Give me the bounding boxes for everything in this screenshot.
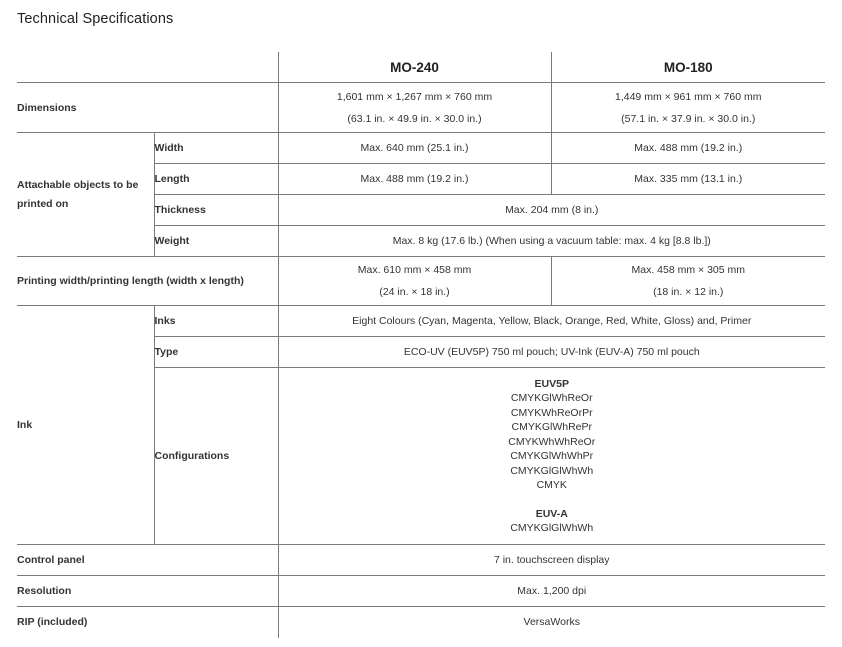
printing-mo180-imperial: (18 in. × 12 in.) [653,286,724,298]
config-item: CMYKWhWhReOr [508,435,596,448]
dimensions-row [17,83,825,133]
printing-mo180 [551,257,825,306]
config-group-euva-title: EUV-A [535,507,568,520]
config-item: CMYKWhReOrPr [510,406,593,419]
control-panel-label: Control panel [17,545,278,576]
inks-value: Eight Colours (Cyan, Magenta, Yellow, Black, Orange, Red, White, Gloss) and, Primer [278,306,825,337]
configurations-list [279,377,826,536]
resolution-label: Resolution [17,576,278,607]
type-value: ECO-UV (EUV5P) 750 ml pouch; UV-Ink (EUV-A) 750 ml pouch [278,337,825,368]
control-panel-row [17,545,825,576]
thickness-value: Max. 204 mm (8 in.) [278,195,825,226]
length-label: Length [154,164,278,195]
dimensions-mo240-metric: 1,601 mm × 1,267 mm × 760 mm [336,90,493,103]
printing-label: Printing width/printing length (width x length) [17,257,278,306]
inks-label: Inks [154,306,278,337]
rip-row [17,607,825,638]
config-item: CMYKGlGlWhWh [510,464,594,477]
thickness-label: Thickness [154,195,278,226]
type-label: Type [154,337,278,368]
width-mo180: Max. 488 mm (19.2 in.) [551,133,825,164]
dimensions-mo180-imperial: (57.1 in. × 37.9 in. × 30.0 in.) [621,112,756,125]
config-item: CMYK [536,479,567,491]
attachable-width-row [17,133,825,164]
header-row [17,52,825,83]
rip-value: VersaWorks [278,607,825,638]
ink-inks-row [17,306,825,337]
config-item: CMYKGlWhWhPr [510,450,594,462]
dimensions-mo240-imperial: (63.1 in. × 49.9 in. × 30.0 in.) [347,112,482,125]
control-panel-value: 7 in. touchscreen display [278,545,825,576]
page-title: Technical Specifications [17,11,174,27]
attachable-label: Attachable objects to be printed on [17,133,154,257]
config-item: CMYKGlGlWhWh [510,522,594,534]
config-item: CMYKGlWhRePr [511,421,592,433]
dimensions-mo240 [278,83,551,133]
printing-mo180-metric: Max. 458 mm × 305 mm [631,264,745,276]
width-label: Width [154,133,278,164]
printing-mo240 [278,257,551,306]
model-header-mo240: MO-240 [278,52,551,83]
dimensions-mo180-metric: 1,449 mm × 961 mm × 760 mm [615,90,762,103]
config-group-euv5p-title: EUV5P [534,377,569,390]
dimensions-mo180 [551,83,825,133]
width-mo240: Max. 640 mm (25.1 in.) [278,133,551,164]
ink-label: Ink [17,306,154,545]
resolution-value: Max. 1,200 dpi [278,576,825,607]
model-header-mo180: MO-180 [551,52,825,83]
length-mo180: Max. 335 mm (13.1 in.) [551,164,825,195]
config-item: CMYKGlWhReOr [510,392,593,404]
printing-mo240-metric: Max. 610 mm × 458 mm [357,264,472,276]
rip-label: RIP (included) [17,616,88,629]
weight-label: Weight [154,226,278,257]
length-mo240: Max. 488 mm (19.2 in.) [278,164,551,195]
config-gap [279,493,826,507]
resolution-row [17,576,825,607]
configurations-value [278,368,825,545]
configurations-label: Configurations [154,368,278,545]
weight-value: Max. 8 kg (17.6 lb.) (When using a vacuum table: max. 4 kg [8.8 lb.]) [278,226,825,257]
spec-table [17,52,825,638]
dimensions-label: Dimensions [17,83,278,133]
printing-row [17,257,825,306]
printing-mo240-imperial: (24 in. × 18 in.) [379,286,450,298]
